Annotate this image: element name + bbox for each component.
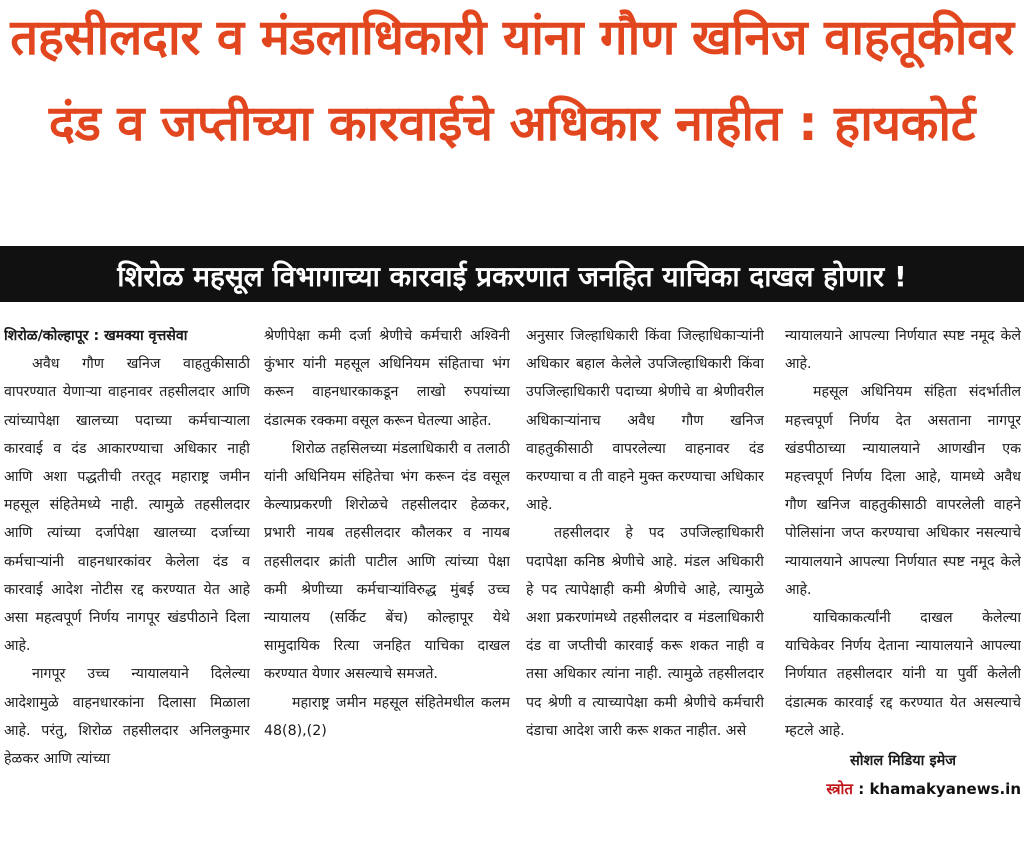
paragraph: अवैध गौण खनिज वाहतुकीसाठी वापरण्यात येणाऱ्या वाहनावर तहसीलदार आणि त्यांच्यापेक्षा खालच्या पदाच्या कर्मचाऱ्याला कारवाई व दंड आकारण्याचा अधिकार नाही आणि अशा पद्धतीची तरतूद महाराष्ट्र जमीन महसूल संहितेमध्ये नाही. त्यामुळे तहसीलदार आणि त्यांच्या दर्जापेक्षा खालच्या दर्जाच्या कर्मचाऱ्यांनी वाहनधारकांवर केलेला दंड व कारवाई आदेश नोटीस रद्द करण्यात येत आहे असा महत्वपूर्ण निर्णय नागपूर खंडपीठाने दिला आहे. — [4, 356, 250, 655]
paragraph: महाराष्ट्र जमीन महसूल संहितेमधील कलम 48(8),(2) — [264, 694, 510, 739]
byline: शिरोळ/कोल्हापूर : खमक्या वृत्तसेवा — [4, 328, 188, 344]
paragraph: महसूल अधिनियम संहिता संदर्भातील महत्त्वपूर्ण निर्णय देत असताना नागपूर खंडपीठाच्या न्यायालयाने आणखीन एक महत्त्वपूर्ण निर्णय दिला आहे, यामध्ये अवैध गौण खनिज वाहतुकीसाठी वापरलेली वाहने पोलिसांना जप्त करण्याचा अधिकार नसल्याचे न्यायालयाने आपल्या निर्णयात स्पष्ट नमूद केले आहे. — [785, 384, 1021, 598]
headline-line-1: तहसीलदार व मंडलाधिकारी यांना गौण खनिज वाहतूकीवर — [10, 9, 1014, 66]
headline — [0, 8, 1024, 154]
article-column-1 — [4, 322, 250, 859]
subheadline-banner — [0, 246, 1024, 302]
paragraph: शिरोळ तहसिलच्या मंडलाधिकारी व तलाठी यांनी अधिनियम संहितेचा भंग करून दंड वसूल केल्याप्रकरणी शिरोळचे तहसीलदार हेळकर, प्रभारी नायब तहसीलदार कौलकर व नायब तहसीलदार क्रांती पाटील आणि त्यांच्या पेक्षा कमी श्रेणीच्या कर्मचाऱ्यांविरुद्ध मुंबई उच्च न्यायालय (सर्किट बेंच) कोल्हापूर येथे सामुदायिक रित्या जनहित याचिका दाखल करण्यात येणार असल्याचे समजते. — [264, 440, 510, 683]
source-line — [785, 775, 1021, 803]
article-column-4 — [785, 322, 1021, 859]
article-column-3 — [526, 322, 764, 859]
paragraph: श्रेणीपेक्षा कमी दर्जा श्रेणीचे कर्मचारी अश्विनी कुंभार यांनी महसूल अधिनियम संहिताचा भंग करून वाहनधारकाकडून लाखो रुपयांच्या दंडात्मक रक्कमा वसूल करून घेतल्या आहेत. — [264, 328, 510, 429]
paragraph: तहसीलदार हे पद उपजिल्हाधिकारी पदापेक्षा कनिष्ठ श्रेणीचे आहे. मंडल अधिकारी हे पद त्यापेक्षाही कमी श्रेणीचे आहे, त्यामुळे अशा प्रकरणांमध्ये तहसीलदार व मंडलाधिकारी दंड वा जप्तीची कारवाई करू शकत नाही व तसा अधिकार त्यांना नाही. त्यामुळे तहसीलदार पद श्रेणी व त्याच्यापेक्षा कमी श्रेणीचे कर्मचारी दंडाचा आदेश जारी करू शकत नाहीत. असे — [526, 525, 764, 739]
source-separator: : — [858, 780, 865, 799]
subheadline-text: शिरोळ महसूल विभागाच्या कारवाई प्रकरणात जनहित याचिका दाखल होणार ! — [117, 260, 907, 293]
source-site: khamakyanews.in — [869, 780, 1021, 799]
article-column-2 — [264, 322, 510, 859]
paragraph: याचिकाकर्त्यांनी दाखल केलेल्या याचिकेवर निर्णय देताना न्यायालयाने आपल्या निर्णयात तहसीलदार यांनी या पुर्वी केलेली दंडात्मक कारवाई रद्द करण्यात येत असल्याचे म्हटले आहे. — [785, 610, 1021, 739]
paragraph: नागपूर उच्च न्यायालयाने दिलेल्या आदेशामुळे वाहनधारकांना दिलासा मिळाला आहे. परंतु, शिरोळ तहसीलदार अनिलकुमार हेळकर आणि त्यांच्या — [4, 666, 250, 768]
paragraph: न्यायालयाने आपल्या निर्णयात स्पष्ट नमूद केले आहे. — [785, 328, 1021, 373]
article-body — [0, 322, 1024, 859]
source-label: स्त्रोत — [826, 780, 853, 799]
paragraph: अनुसार जिल्हाधिकारी किंवा जिल्हाधिकाऱ्यांनी अधिकार बहाल केलेले उपजिल्हाधिकारी किंवा उपजिल्हाधिकारी पदाच्या श्रेणीचे वा श्रेणीवरील अधिकाऱ्यांनाच अवैध गौण खनिज वाहतुकीसाठी वापरलेल्या वाहनावर दंड करण्याचा व ती वाहने मुक्त करण्याचा अधिकार आहे. — [526, 328, 764, 514]
headline-line-2: दंड व जप्तीच्या कारवाईचे अधिकार नाहीत : हायकोर्ट — [48, 94, 976, 152]
image-credit: सोशल मिडिया इमेज — [850, 753, 956, 770]
